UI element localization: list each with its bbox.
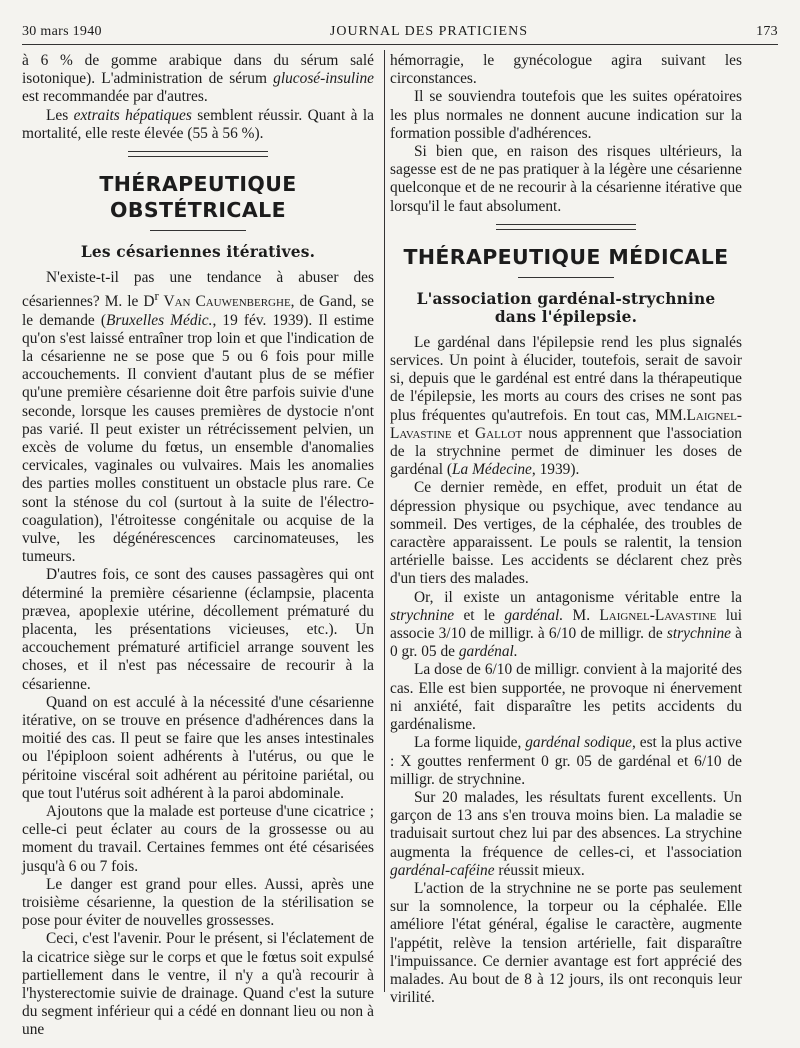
page-number: 173 — [756, 24, 778, 39]
page-header — [22, 20, 778, 45]
header-date: 30 mars 1940 — [22, 24, 102, 39]
article-paragraph: Quand on est acculé à la nécessité d'une césarienne itérative, on se trouve en présence d'adhérences dans la moitié des cas. Il peut se faire que les anses intestinales ou l'épiploon soient adhérents à l'utérus, ou que le péritoine viscéral soit adhérent au péritoine pariétal, ou que tout l'utérus soit adhérent à la paroi abdominale. — [22, 693, 374, 802]
article-paragraph: D'autres fois, ce sont des causes passagères qui ont déterminé la première césarienne (éclampsie, placenta prævea, apoplexie utérine, décollement prématuré du placenta, les présentations vicieuses, etc.). Un accouchement prématuré artificiel arrange souvent les choses, et il n'est pas nécessaire de recourir à la césarienne. — [22, 566, 374, 693]
right-column — [390, 52, 742, 1007]
article-paragraph: N'existe-t-il pas une tendance à abuser des césariennes? M. le $D^r$ Van Cauwenberghe, de Gand, se le demande (Bruxelles Médic., 19 fév. 1939). Il estime qu'on s'est laissé entraîner trop loin et que l'indication de la césarienne ne se pose que 5 ou 6 fois pour mille accouchements. Il convient d'autant plus de se méfier qu'une première césarienne doit être parfois suivie d'une seconde, lorsque les causes premières de dystocie n'ont pas varié. Il peut exister un rétrécissement pelvien, un excès de volume du fœtus, un ensemble d'anomalies cervicales, vaginales ou vulvaires. Mais les anomalies des parties molles constituent un obstacle plus rare. Ce sont la sténose du col (surtout à la suite de l'électro-coagulation), l'étroitesse congénitale ou acquise de la vulve, les dégénérescences carcinomateuses, les tumeurs. — [22, 269, 375, 566]
column-divider — [384, 50, 385, 992]
intro-paragraph-1: à 6 % de gomme arabique dans du sérum salé isotonique). L'administration de sérum glucosé-insuline est recommandée par d'autres. — [22, 52, 374, 106]
continued-paragraph: Il se souviendra toutefois que les suites opératoires les plus normales ne donnent aucune indication sur la formation possible d'adhérences. — [390, 88, 742, 142]
short-rule — [518, 277, 614, 278]
article-paragraph: La forme liquide, gardénal sodique, est la plus active : X gouttes renferment 0 gr. 05 de gardénal et 6/10 de milligr. de strychnine. — [390, 734, 742, 788]
article-paragraph: La dose de 6/10 de milligr. convient à la majorité des cas. Elle est bien supportée, ne provoque ni énervement ni anxiété, fait disparaître les petits accidents du gardénalisme. — [390, 661, 742, 734]
article-paragraph: Or, il existe un antagonisme véritable entre la strychnine et le gardénal. M. Laignel-Lavastine lui associe 3/10 de milligr. à 6/10 de milligr. de strychnine à 0 gr. 05 de gardénal. — [390, 588, 742, 661]
section-title-obstetrics: THÉRAPEUTIQUE OBSTÉTRICALE — [99, 172, 297, 223]
continued-paragraph: hémorragie, le gynécologue agira suivant les circonstances. — [390, 52, 742, 88]
article-title-gardenal: L'association gardénal-strychnine dans l'épilepsie. — [416, 289, 716, 326]
double-rule-divider — [496, 224, 636, 230]
article-paragraph: Ceci, c'est l'avenir. Pour le présent, si l'éclatement de la cicatrice siège sur le corps et que le fœtus soit expulsé partiellement dans le ventre, il n'y a qu'à recourir à l'hysterectomie suivie de drainage. Quand c'est la suture du segment inférieur qui a cédé en donnant lieu ou non à une — [22, 930, 374, 1039]
article-paragraph: Le danger est grand pour elles. Aussi, après une troisième césarienne, la question de la stérilisation se pose pour éviter de nouvelles grossesses. — [22, 875, 374, 930]
article-paragraph: L'action de la strychnine ne se porte pas seulement sur la somnolence, la torpeur ou la céphalée. Elle améliore l'état général, égalise le caractère, augmente l'appétit, relève la tension artérielle, fait disparaître l'impuissance. Ce dernier avantage est fort apprécié des malades. Au bout de 8 à 12 jours, ils ont reconquis leur virilité. — [390, 879, 742, 1007]
double-rule-divider — [128, 151, 268, 157]
article-paragraph: Sur 20 malades, les résultats furent excellents. Un garçon de 13 ans s'en trouva moins bien. La maladie se traduisait surtout chez lui par des absences. La strychine augmenta la fréquence de celles-ci, et l'association gardénal-caféine réussit mieux. — [390, 788, 742, 879]
section-title-medical: THÉRAPEUTIQUE MÉDICALE — [403, 244, 729, 269]
intro-paragraph-2: Les extraits hépatiques semblent réussir. Quant à la mortalité, elle reste élevée (55 à 56 %). — [22, 106, 374, 142]
article-paragraph: Ajoutons que la malade est porteuse d'une cicatrice ; celle-ci peut éclater au cours de la grossesse ou au moment du travail. Certaines femmes ont été césarisées jusqu'à 6 ou 7 fois. — [22, 803, 374, 875]
short-rule — [150, 230, 246, 231]
left-column — [22, 52, 374, 1040]
article-paragraph: Ce dernier remède, en effet, produit un état de dépression physique ou psychique, avec tendance au sommeil. Des vertiges, de la céphalée, des troubles de caractère apparaissent. Le pouls se ralentit, la tension artérielle baisse. Les accidents se déclarent chez près d'un tiers des malades. — [390, 479, 742, 588]
article-title-cesarean: Les césariennes itératives. — [80, 243, 316, 262]
article-paragraph: Le gardénal dans l'épilepsie rend les plus signalés services. Un point à élucider, toutefois, serait de savoir si, depuis que le gardénal est entré dans la thérapeutique de l'épilepsie, les morts au cours des crises ne sont pas plus fréquentes qu'autrefois. En tout cas, MM.Laignel-Lavastine et Gallot nous apprennent que l'association de la strychnine permet de diminuer les doses de gardénal (La Médecine, 1939). — [390, 333, 742, 479]
journal-title: JOURNAL DES PRATICIENS — [329, 24, 528, 39]
continued-paragraph: Si bien que, en raison des risques ultérieurs, la sagesse est de ne pas pratiquer à la légère une césarienne quelconque et de ne recourir à la césarienne itérative que lorsqu'il le faut absolument. — [390, 143, 742, 215]
